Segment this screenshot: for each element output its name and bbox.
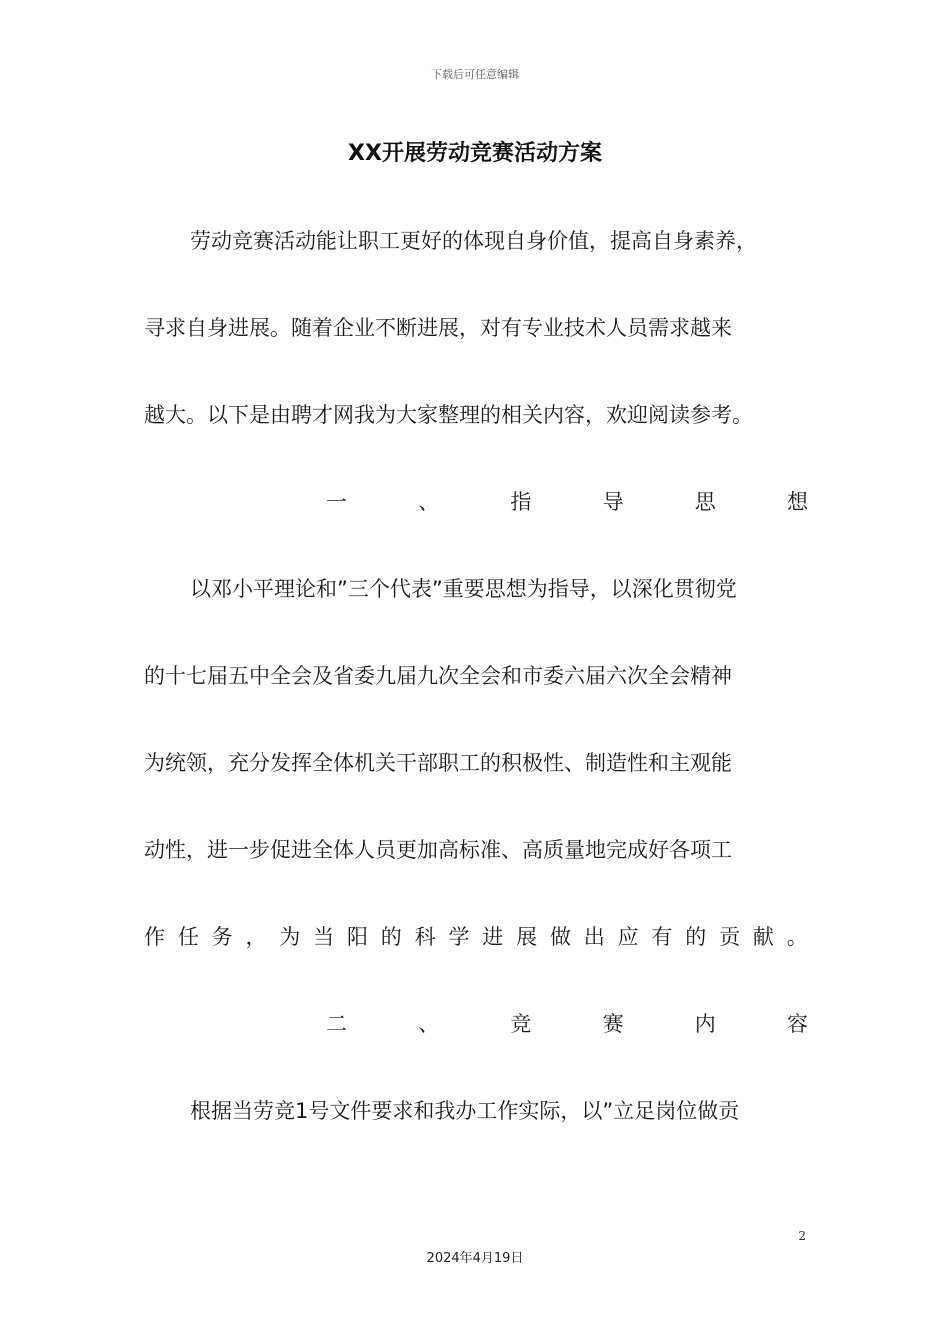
text-char: 科 [414,925,436,949]
text-char: ， [245,925,267,949]
paragraph-line: 为统领，充分发挥全体机关干部职工的积极性、制造性和主观能 [144,751,732,775]
text-char: 贡 [719,925,741,949]
paragraph-line-justified [144,922,808,952]
heading-char: 内 [694,1012,716,1036]
text-char: 当 [313,925,335,949]
text-char: 展 [516,925,538,949]
section-heading-competition-content [326,1009,808,1039]
text-char: 务 [211,925,233,949]
section-heading-guiding-ideology [326,487,808,517]
paragraph-line: 劳动竞赛活动能让职工更好的体现自身价值，提高自身素养， [190,229,757,253]
text-char: 应 [617,925,639,949]
heading-char: 指 [510,490,532,514]
heading-char: 导 [602,490,624,514]
text-char: 的 [380,925,402,949]
text-char: 进 [482,925,504,949]
paragraph-line: 动性，进一步促进全体人员更加高标准、高质量地完成好各项工 [144,838,732,862]
heading-char: 思 [694,490,716,514]
text-char: 献 [752,925,774,949]
footer-date: 2024年4月19日 [426,1251,524,1266]
text-char: 为 [279,925,301,949]
heading-char: 、 [418,490,440,514]
paragraph-line: 根据当劳竞1号文件要求和我办工作实际，以”立足岗位做贡 [190,1099,740,1123]
paragraph-line: 的十七届五中全会及省委九届九次全会和市委六届六次全会精神 [144,664,732,688]
heading-char: 想 [786,490,808,514]
text-char: 出 [583,925,605,949]
heading-char: 赛 [602,1012,624,1036]
text-char: 有 [651,925,673,949]
text-char: 作 [144,925,165,949]
heading-char: 、 [418,1012,440,1036]
text-char: 的 [685,925,707,949]
page-header: 下载后可任意编辑 [431,68,519,81]
heading-char: 容 [786,1012,808,1036]
heading-char: 竞 [510,1012,532,1036]
text-char: 。 [786,925,808,949]
text-char: 阳 [346,925,368,949]
text-char: 学 [448,925,470,949]
heading-char: 一 [326,490,347,514]
text-char: 任 [177,925,199,949]
document-title: XX开展劳动竞赛活动方案 [348,141,602,166]
page-number: 2 [798,1229,806,1243]
paragraph-line: 以邓小平理论和”三个代表”重要思想为指导，以深化贯彻党 [190,577,737,601]
text-char: 做 [549,925,571,949]
paragraph-line: 寻求自身进展。随着企业不断进展，对有专业技术人员需求越来 [144,316,732,340]
paragraph-line: 越大。以下是由聘才网我为大家整理的相关内容，欢迎阅读参考。 [144,403,753,427]
heading-char: 二 [326,1012,347,1036]
